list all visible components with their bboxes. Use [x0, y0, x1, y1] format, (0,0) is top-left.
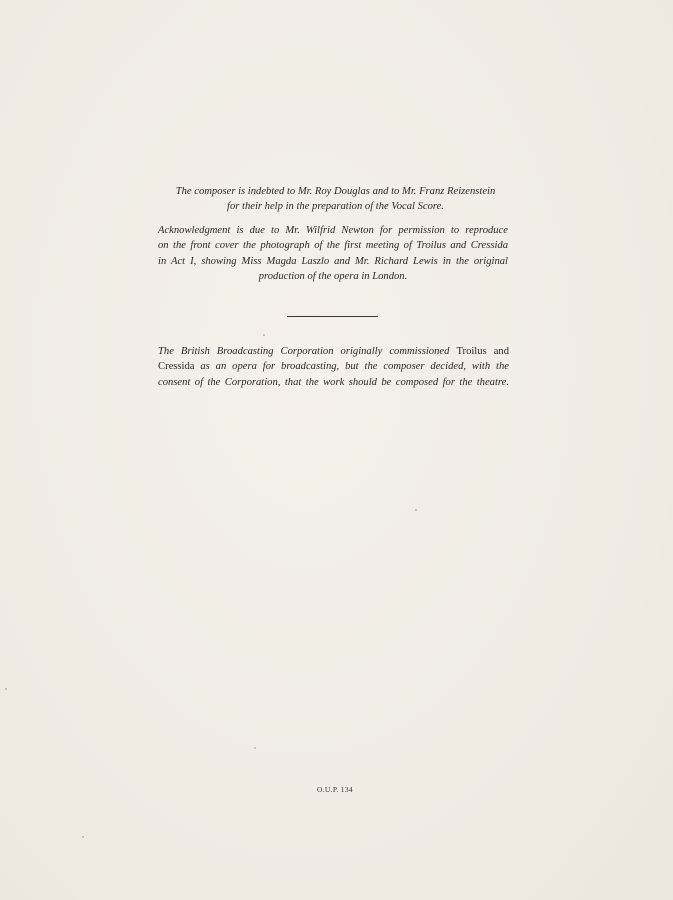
- text-line: production of the opera in London.: [258, 270, 408, 282]
- paper-speck: [5, 688, 7, 690]
- text-line: The composer is indebted to Mr. Roy Douglas and to Mr. Franz Reizenstein: [175, 186, 496, 197]
- opera-title: Cressida: [158, 361, 195, 373]
- acknowledgment-vocal-score: [150, 184, 521, 215]
- commission-note: [158, 344, 509, 390]
- paper-speck: [254, 747, 256, 749]
- text-line: for their help in the preparation of the Vocal Score.: [227, 201, 444, 213]
- paper-speck: [415, 509, 417, 511]
- text-line: in Act I, showing Miss Magda Laszlo and Mr. Richard Lewis in the original: [158, 255, 508, 267]
- text-line: on the front cover the photograph of the first meeting of Troilus and Cressida: [158, 240, 508, 252]
- paper-speck: [263, 334, 265, 336]
- section-divider: [287, 316, 378, 317]
- acknowledgment-photograph: [158, 223, 508, 284]
- text-line: [158, 359, 509, 374]
- text-italic: as an opera for broadcasting, but the composer decided, with the: [200, 361, 509, 373]
- text-line: Acknowledgment is due to Mr. Wilfrid Newton for permission to reproduce: [158, 225, 508, 236]
- opera-title: Troilus and: [456, 346, 509, 357]
- catalogue-number: O.U.P. 134: [317, 785, 353, 794]
- text-italic: The British Broadcasting Corporation originally commissioned: [158, 346, 450, 357]
- text-line: [158, 344, 509, 359]
- paper-speck: [82, 836, 84, 838]
- text-line: consent of the Corporation, that the work should be composed for the theatre.: [158, 376, 509, 388]
